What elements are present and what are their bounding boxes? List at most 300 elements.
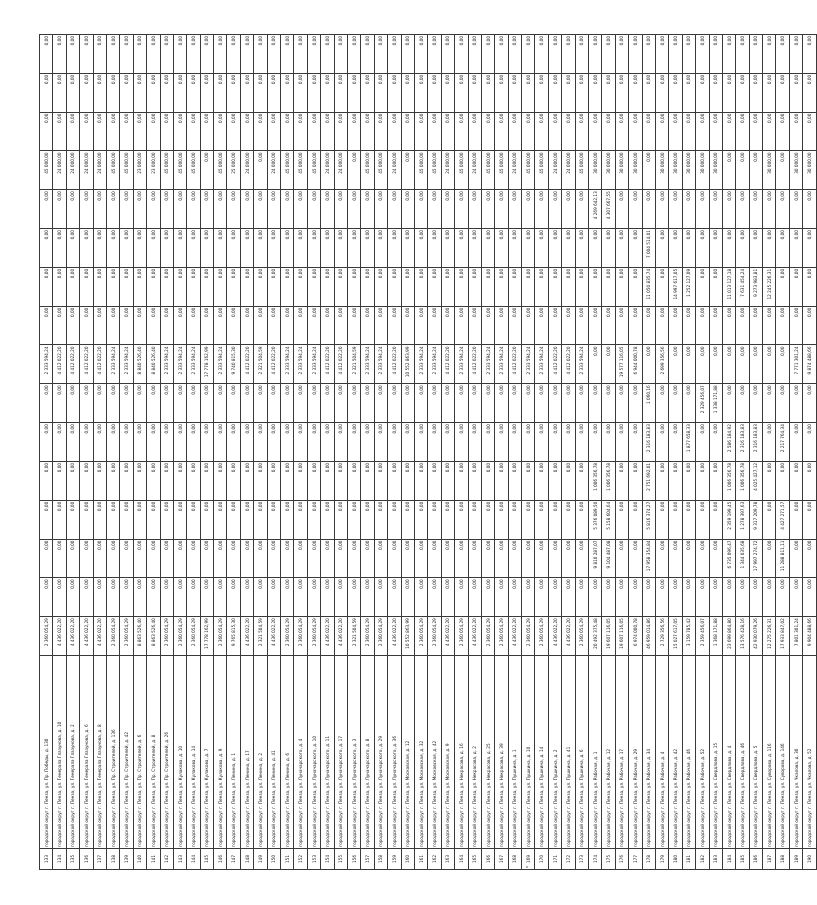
amount-cell: 24 000,00: [562, 151, 575, 190]
amount-cell: 0,00: [655, 35, 668, 74]
amount-cell: 0,00: [307, 73, 320, 112]
amount-cell: 0,00: [334, 500, 347, 539]
amount-cell: 9 273 983,81: [749, 267, 762, 306]
amount-cell: 4 436 022,20: [53, 617, 66, 656]
amount-cell: 0,00: [736, 578, 749, 617]
address-cell: городской округ г. Пенза, ул. Луначарского, д. 36: [388, 656, 401, 849]
table-row: [133, 35, 146, 870]
table-row: [709, 35, 722, 870]
amount-cell: 0,00: [160, 35, 173, 74]
row-number-cell: 162: [428, 849, 441, 870]
amount-cell: 0,00: [669, 384, 682, 423]
amount-cell: 0,00: [655, 190, 668, 229]
row-number-cell: 163: [441, 849, 454, 870]
amount-cell: 0,00: [307, 500, 320, 539]
row-number-cell: 160: [401, 849, 414, 870]
amount-cell: 0,00: [602, 73, 615, 112]
amount-cell: 0,00: [187, 539, 200, 578]
amount-cell: 0,00: [401, 539, 414, 578]
amount-cell: 0,00: [522, 384, 535, 423]
amount-cell: 0,00: [254, 229, 267, 268]
amount-cell: 0,00: [401, 500, 414, 539]
amount-cell: 0,00: [133, 229, 146, 268]
amount-cell: 0,00: [481, 423, 494, 462]
amount-cell: 45 000,00: [428, 151, 441, 190]
amount-cell: 0,00: [455, 112, 468, 151]
row-number-cell: 176: [615, 849, 628, 870]
amount-cell: 0,00: [240, 35, 253, 74]
address-cell: городской округ г. Пенза, ул. Луначарского, д. 3: [347, 656, 360, 849]
amount-cell: 0,00: [66, 112, 79, 151]
table-row: [428, 35, 441, 870]
amount-cell: 0,00: [575, 578, 588, 617]
amount-cell: 0,00: [374, 539, 387, 578]
amount-cell: 0,00: [803, 500, 816, 539]
amount-cell: 0,00: [414, 461, 427, 500]
amount-cell: 0,00: [133, 423, 146, 462]
amount-cell: 0,00: [106, 112, 119, 151]
amount-cell: 0,00: [173, 112, 186, 151]
amount-cell: 0,00: [655, 267, 668, 306]
amount-cell: 10 552 863,99: [401, 345, 414, 384]
amount-cell: 0,00: [294, 229, 307, 268]
amount-cell: 8 863 526,40: [133, 617, 146, 656]
amount-cell: 4 412 022,20: [334, 345, 347, 384]
amount-cell: 0,00: [441, 306, 454, 345]
amount-cell: 2 360 054,29: [307, 617, 320, 656]
amount-cell: 0,00: [214, 73, 227, 112]
amount-cell: 23 000,00: [133, 151, 146, 190]
table-row: [374, 35, 387, 870]
amount-cell: 0,00: [629, 384, 642, 423]
amount-cell: 0,00: [160, 578, 173, 617]
amount-cell: 0,00: [240, 539, 253, 578]
row-number-cell: 178: [642, 849, 655, 870]
amount-cell: 30 000,00: [669, 151, 682, 190]
amount-cell: 0,00: [682, 500, 695, 539]
amount-cell: 30 000,00: [589, 151, 602, 190]
amount-cell: 0,00: [120, 190, 133, 229]
amount-cell: 0,00: [133, 384, 146, 423]
amount-cell: 0,00: [615, 112, 628, 151]
amount-cell: 0,00: [709, 539, 722, 578]
amount-cell: 0,00: [522, 267, 535, 306]
amount-cell: 0,00: [214, 112, 227, 151]
amount-cell: 7 801 301,24: [789, 617, 802, 656]
amount-cell: 0,00: [508, 35, 521, 74]
amount-cell: 0,00: [508, 73, 521, 112]
amount-cell: 0,00: [414, 578, 427, 617]
amount-cell: 0,00: [629, 190, 642, 229]
amount-cell: 0,00: [281, 539, 294, 578]
amount-cell: 0,00: [200, 267, 213, 306]
amount-cell: 8 863 526,40: [147, 617, 160, 656]
amount-cell: 24 000,00: [468, 151, 481, 190]
amount-cell: 0,00: [562, 229, 575, 268]
amount-cell: 0,00: [347, 35, 360, 74]
amount-cell: 7 631 454,24: [736, 267, 749, 306]
amount-cell: 0,00: [508, 384, 521, 423]
amount-cell: 4 436 022,20: [240, 617, 253, 656]
table-row: [200, 35, 213, 870]
amount-cell: 0,00: [347, 229, 360, 268]
amount-cell: 0,00: [361, 73, 374, 112]
amount-cell: 0,00: [307, 229, 320, 268]
amount-cell: 0,00: [763, 229, 776, 268]
amount-cell: 0,00: [522, 73, 535, 112]
amount-cell: 0,00: [187, 229, 200, 268]
amount-cell: 0,00: [281, 112, 294, 151]
amount-cell: 0,00: [401, 73, 414, 112]
amount-cell: 0,00: [535, 539, 548, 578]
amount-cell: 0,00: [281, 578, 294, 617]
amount-cell: 0,00: [763, 190, 776, 229]
amount-cell: 0,00: [481, 539, 494, 578]
amount-cell: 0,00: [709, 229, 722, 268]
amount-cell: 0,00: [281, 306, 294, 345]
amount-cell: 4 025 427,12: [749, 461, 762, 500]
amount-cell: 0,00: [214, 500, 227, 539]
amount-cell: 0,00: [294, 500, 307, 539]
amount-cell: 0,00: [160, 306, 173, 345]
amount-cell: 0,00: [669, 578, 682, 617]
amount-cell: 0,00: [133, 500, 146, 539]
amount-cell: 2 360 054,29: [294, 617, 307, 656]
row-number-cell: 172: [562, 849, 575, 870]
amount-cell: 0,00: [441, 423, 454, 462]
amount-cell: 0,00: [455, 190, 468, 229]
amount-cell: 4 412 022,20: [80, 345, 93, 384]
table-row: [455, 35, 468, 870]
amount-cell: 0,00: [722, 151, 735, 190]
amount-cell: 0,00: [575, 423, 588, 462]
amount-cell: 2 321 504,59: [254, 345, 267, 384]
amount-cell: 45 000,00: [160, 151, 173, 190]
amount-cell: 0,00: [254, 73, 267, 112]
amount-cell: 2 333 594,24: [481, 345, 494, 384]
address-cell: городской округ г. Пенза, ул. Суворова, д. 116: [763, 656, 776, 849]
amount-cell: 0,00: [200, 539, 213, 578]
amount-cell: 0,00: [481, 267, 494, 306]
address-cell: городской округ г. Пенза, ул. Ленина, д. 6: [281, 656, 294, 849]
table-row: [589, 35, 602, 870]
amount-cell: 0,00: [522, 578, 535, 617]
row-number-cell: 155: [334, 849, 347, 870]
row-number-cell: 168: [508, 849, 521, 870]
amount-cell: 0,00: [468, 73, 481, 112]
amount-cell: 2 360 054,29: [214, 617, 227, 656]
address-cell: городской округ г. Пенза, ул. Луначарского, д. 10: [307, 656, 320, 849]
amount-cell: 2 329 456,07: [696, 384, 709, 423]
rotated-table-sheet: [39, 34, 812, 870]
amount-cell: 0,00: [334, 578, 347, 617]
amount-cell: 0,00: [776, 112, 789, 151]
amount-cell: 0,00: [696, 461, 709, 500]
amount-cell: 0,00: [227, 229, 240, 268]
amount-cell: 8 840 526,40: [133, 345, 146, 384]
amount-cell: 0,00: [133, 578, 146, 617]
amount-cell: 1 278 397,63: [736, 500, 749, 539]
amount-cell: 0,00: [508, 190, 521, 229]
amount-cell: 0,00: [106, 306, 119, 345]
amount-cell: 0,00: [642, 73, 655, 112]
amount-cell: 45 000,00: [495, 151, 508, 190]
address-cell: городской округ г. Пенза, ул. Ленина, д. 1: [227, 656, 240, 849]
amount-cell: 0,00: [53, 229, 66, 268]
address-cell: городской округ г. Пенза, ул. Чкалова, д. 52: [803, 656, 816, 849]
amount-cell: 0,00: [468, 112, 481, 151]
amount-cell: 0,00: [508, 461, 521, 500]
amount-cell: 0,00: [414, 306, 427, 345]
address-cell: городской округ г. Пенза, ул. Луначарского, д. 29: [374, 656, 387, 849]
amount-cell: 0,00: [66, 500, 79, 539]
amount-cell: 0,00: [40, 112, 53, 151]
amount-cell: 2 333 594,24: [214, 345, 227, 384]
table-row: [173, 35, 186, 870]
amount-cell: 17 778 162,99: [200, 345, 213, 384]
amount-cell: 0,00: [80, 73, 93, 112]
amount-cell: 0,00: [522, 539, 535, 578]
amount-cell: 0,00: [388, 190, 401, 229]
amount-cell: 0,00: [53, 112, 66, 151]
amount-cell: 1 006 356,78: [722, 461, 735, 500]
amount-cell: 0,00: [281, 35, 294, 74]
amount-cell: 2 359 456,07: [696, 617, 709, 656]
amount-cell: 0,00: [749, 306, 762, 345]
amount-cell: 0,00: [535, 500, 548, 539]
row-number-cell: 185: [736, 849, 749, 870]
amount-cell: 0,00: [240, 578, 253, 617]
amount-cell: 0,00: [709, 190, 722, 229]
amount-cell: 0,00: [106, 539, 119, 578]
amount-cell: 0,00: [468, 35, 481, 74]
table-row: [575, 35, 588, 870]
address-cell: городской округ г. Пенза, ул. Свердлова, д. 5: [749, 656, 762, 849]
amount-cell: 0,00: [267, 35, 280, 74]
table-row: [495, 35, 508, 870]
amount-cell: 0,00: [106, 229, 119, 268]
amount-cell: 0,00: [414, 35, 427, 74]
row-number-cell: 170: [535, 849, 548, 870]
amount-cell: 0,00: [240, 384, 253, 423]
table-row: [147, 35, 160, 870]
amount-cell: 0,00: [629, 306, 642, 345]
row-number-cell: 157: [361, 849, 374, 870]
amount-cell: 0,00: [722, 229, 735, 268]
amount-cell: 0,00: [321, 539, 334, 578]
amount-cell: 0,00: [481, 500, 494, 539]
row-number-cell: 141: [147, 849, 160, 870]
amount-cell: 0,00: [120, 384, 133, 423]
amount-cell: 0,00: [267, 423, 280, 462]
amount-cell: 0,00: [294, 539, 307, 578]
amount-cell: 0,00: [106, 500, 119, 539]
amount-cell: 0,00: [187, 384, 200, 423]
amount-cell: 0,00: [160, 500, 173, 539]
amount-cell: 2 699 356,56: [655, 345, 668, 384]
amount-cell: 0,00: [548, 229, 561, 268]
amount-cell: 4 436 022,20: [267, 617, 280, 656]
address-cell: городской округ г. Пенза, ул. Пр. Строителей, д. 42: [120, 656, 133, 849]
address-cell: городской округ г. Пенза, ул. Пушкина, д. 41: [562, 656, 575, 849]
table-row: [508, 35, 521, 870]
amount-cell: 0,00: [562, 35, 575, 74]
amount-cell: 0,00: [281, 229, 294, 268]
amount-cell: 0,00: [173, 423, 186, 462]
amount-cell: 0,00: [682, 112, 695, 151]
amount-cell: 0,00: [93, 384, 106, 423]
address-cell: городской округ г. Пенза, ул. Московская, д. 12: [401, 656, 414, 849]
amount-cell: 1 368 171,88: [709, 617, 722, 656]
amount-cell: 0,00: [187, 423, 200, 462]
table-row: [254, 35, 267, 870]
amount-cell: 0,00: [696, 229, 709, 268]
amount-cell: 0,00: [749, 190, 762, 229]
amount-cell: 4 412 022,20: [562, 345, 575, 384]
amount-cell: 2 360 054,29: [160, 617, 173, 656]
amount-cell: 10 552 863,99: [401, 617, 414, 656]
amount-cell: 0,00: [200, 229, 213, 268]
amount-cell: 0,00: [53, 190, 66, 229]
row-number-cell: 152: [294, 849, 307, 870]
table-row: [53, 35, 66, 870]
amount-cell: 0,00: [334, 73, 347, 112]
amount-cell: 0,00: [629, 267, 642, 306]
amount-cell: 0,00: [522, 229, 535, 268]
amount-cell: 0,00: [106, 73, 119, 112]
amount-cell: 0,00: [401, 306, 414, 345]
amount-cell: 4 412 022,20: [53, 345, 66, 384]
amount-cell: 0,00: [227, 267, 240, 306]
amount-cell: 0,00: [334, 267, 347, 306]
amount-cell: 0,00: [522, 423, 535, 462]
table-body: [40, 35, 817, 870]
amount-cell: 0,00: [281, 461, 294, 500]
amount-cell: 0,00: [696, 35, 709, 74]
amount-cell: 0,00: [468, 423, 481, 462]
amount-cell: 0,00: [307, 578, 320, 617]
address-cell: городской округ г. Пенза, ул. Ленина, д. 41: [267, 656, 280, 849]
address-cell: городской округ г. Пенза, ул. Рабочая, д. 42: [669, 656, 682, 849]
amount-cell: 0,00: [589, 306, 602, 345]
amount-cell: 0,00: [789, 500, 802, 539]
amount-cell: 17 997 274,72: [749, 539, 762, 578]
table-row: [522, 35, 535, 870]
amount-cell: 0,00: [40, 190, 53, 229]
amount-cell: 2 333 594,24: [374, 345, 387, 384]
amount-cell: 0,00: [254, 384, 267, 423]
amount-cell: 0,00: [214, 461, 227, 500]
amount-cell: 0,00: [669, 461, 682, 500]
address-cell: городской округ г. Пенза, ул. Рабочая, д. 52: [696, 656, 709, 849]
amount-cell: 45 000,00: [214, 151, 227, 190]
amount-cell: 45 000,00: [307, 151, 320, 190]
amount-cell: 0,00: [361, 461, 374, 500]
amount-cell: 2 333 594,24: [575, 345, 588, 384]
amount-cell: 2 360 054,29: [106, 617, 119, 656]
amount-cell: 0,00: [361, 306, 374, 345]
amount-cell: 0,00: [120, 500, 133, 539]
amount-cell: 4 412 022,20: [66, 345, 79, 384]
amount-cell: 0,00: [307, 539, 320, 578]
amount-cell: 0,00: [441, 500, 454, 539]
amount-cell: 2 333 594,24: [106, 345, 119, 384]
amount-cell: 45 000,00: [294, 151, 307, 190]
amount-cell: 0,00: [173, 500, 186, 539]
amount-cell: 0,00: [200, 35, 213, 74]
amount-cell: 0,00: [736, 35, 749, 74]
amount-cell: 0,00: [615, 267, 628, 306]
amount-cell: 0,00: [374, 423, 387, 462]
amount-cell: 0,00: [789, 112, 802, 151]
amount-cell: 0,00: [535, 229, 548, 268]
amount-cell: 0,00: [66, 190, 79, 229]
amount-cell: 0,00: [615, 35, 628, 74]
amount-cell: 0,00: [481, 306, 494, 345]
amount-cell: 45 000,00: [173, 151, 186, 190]
row-number-cell: 134: [53, 849, 66, 870]
amount-cell: 0,00: [347, 461, 360, 500]
amount-cell: 2 360 054,29: [40, 617, 53, 656]
amount-cell: 0,00: [428, 461, 441, 500]
amount-cell: 45 000,00: [120, 151, 133, 190]
amount-cell: 0,00: [40, 461, 53, 500]
amount-cell: 0,00: [642, 578, 655, 617]
amount-cell: 0,00: [53, 306, 66, 345]
amount-cell: 0,00: [441, 190, 454, 229]
row-number-cell: 174: [589, 849, 602, 870]
amount-cell: 0,00: [602, 578, 615, 617]
amount-cell: 0,00: [789, 539, 802, 578]
amount-cell: 1 252 127,09: [682, 267, 695, 306]
amount-cell: 0,00: [254, 500, 267, 539]
amount-cell: 0,00: [254, 35, 267, 74]
amount-cell: 0,00: [736, 112, 749, 151]
amount-cell: 0,00: [294, 461, 307, 500]
amount-cell: 2 316 183,83: [749, 423, 762, 462]
amount-cell: 0,00: [763, 384, 776, 423]
amount-cell: 0,00: [709, 345, 722, 384]
amount-cell: 11 288 811,11: [776, 539, 789, 578]
address-cell: городской округ г. Пенза, ул. Рабочая, д. 17: [615, 656, 628, 849]
amount-cell: 0,00: [53, 384, 66, 423]
row-number-cell: 151: [281, 849, 294, 870]
amount-cell: 0,00: [682, 461, 695, 500]
amount-cell: 0,00: [160, 112, 173, 151]
amount-cell: 0,00: [93, 461, 106, 500]
amount-cell: 2 359 199,45: [722, 500, 735, 539]
table-row: [106, 35, 119, 870]
amount-cell: 0,00: [227, 306, 240, 345]
amount-cell: 4 436 022,20: [548, 617, 561, 656]
amount-cell: 0,00: [267, 267, 280, 306]
amount-cell: 14 997 617,05: [669, 267, 682, 306]
row-number-cell: 150: [267, 849, 280, 870]
amount-cell: 0,00: [562, 500, 575, 539]
row-number-cell: 186: [749, 849, 762, 870]
address-cell: городской округ г. Пенза, ул. Суворова, д. 146: [776, 656, 789, 849]
amount-cell: 0,00: [455, 539, 468, 578]
amount-cell: 0,00: [214, 423, 227, 462]
address-cell: городской округ г. Пенза, ул. Свердлова, д. 4: [722, 656, 735, 849]
amount-cell: 0,00: [374, 190, 387, 229]
amount-cell: 0,00: [763, 578, 776, 617]
amount-cell: 0,00: [254, 423, 267, 462]
table-row: [160, 35, 173, 870]
amount-cell: 0,00: [160, 539, 173, 578]
amount-cell: 4 412 022,20: [548, 345, 561, 384]
amount-cell: 0,00: [40, 35, 53, 74]
